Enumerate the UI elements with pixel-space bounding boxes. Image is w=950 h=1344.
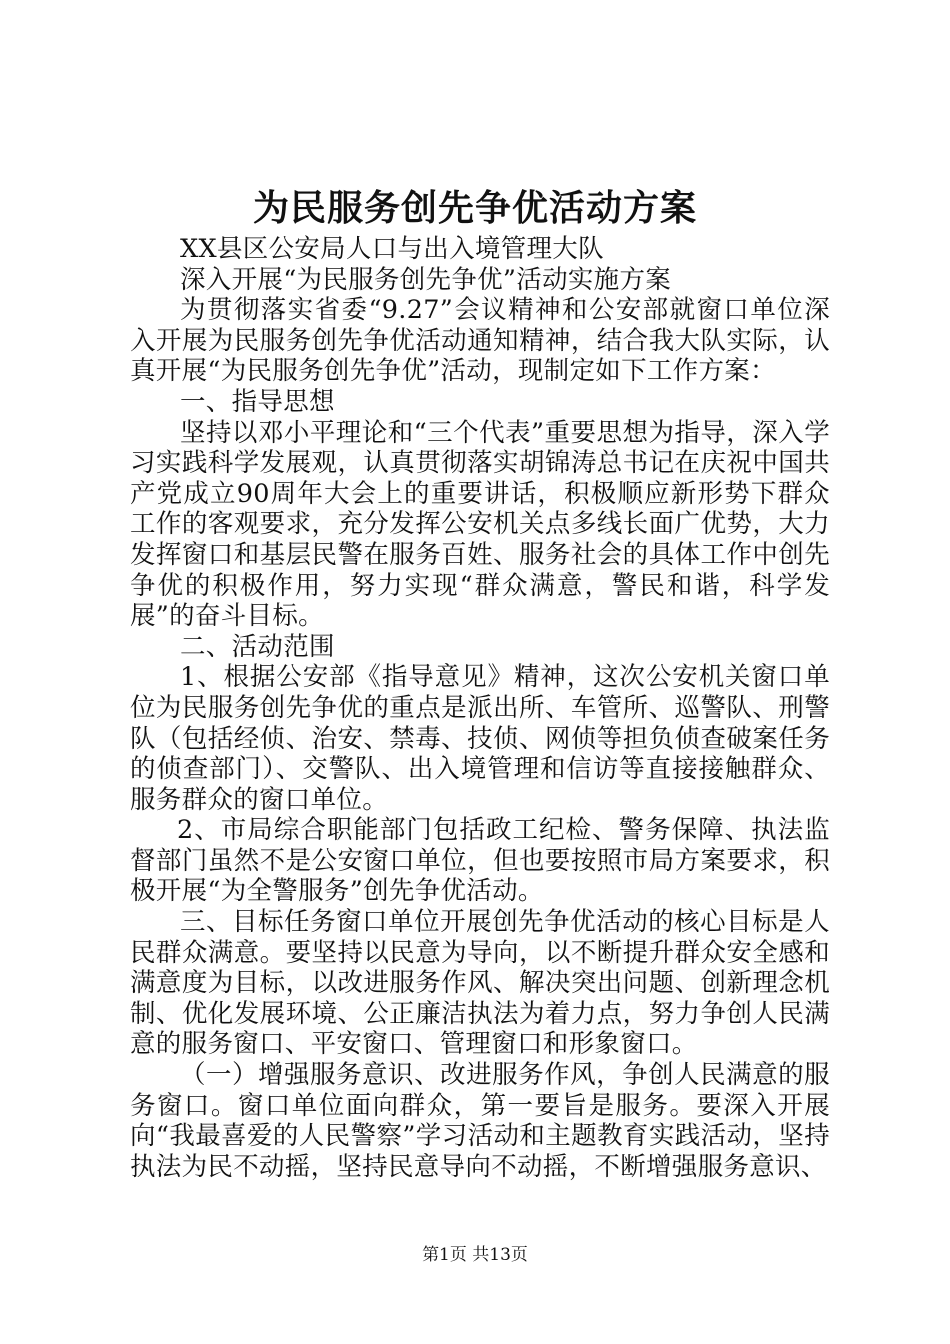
- paragraph-intro: 为贯彻落实省委“9.27”会议精神和公安部就窗口单位深入开展为民服务创先争优活动通知精神，结合我大队实际，认真开展“为民服务创先争优”活动，现制定如下工作方案：: [130, 295, 830, 387]
- document-body: [130, 234, 830, 1182]
- heading-guiding-thought: 一、指导思想: [180, 386, 335, 417]
- paragraph-objectives: 三、目标任务窗口单位开展创先争优活动的核心目标是人民群众满意。要坚持以民意为导向，以不断提升群众安全感和满意度为目标，以改进服务作风、解决突出问题、创新理念机制、优化发展环境、公正廉洁执法为着力点，努力争创人民满意的服务窗口、平安窗口、管理窗口和形象窗口。: [130, 907, 830, 1060]
- paragraph-service-awareness: （一）增强服务意识、改进服务作风，争创人民满意的服务窗口。窗口单位面向群众，第一要旨是服务。要深入开展向“我最喜爱的人民警察”学习活动和主题教育实践活动，坚持执法为民不动摇，坚持民意导向不动摇，不断增强服务意识、: [130, 1060, 830, 1182]
- page-footer: 第1页 共13页: [422, 1245, 528, 1265]
- paragraph-scope-2: 2、市局综合职能部门包括政工纪检、警务保障、执法监督部门虽然不是公安窗口单位，但也要按照市局方案要求，积极开展“为全警服务”创先争优活动。: [130, 815, 830, 907]
- document-title: 为民服务创先争优活动方案: [252, 187, 697, 229]
- paragraph-scope-1: 1、根据公安部《指导意见》精神，这次公安机关窗口单位为民服务创先争优的重点是派出所、车管所、巡警队、刑警队（包括经侦、治安、禁毒、技侦、网侦等担负侦查破案任务的侦查部门）、交警队、出入境管理和信访等直接接触群众、服务群众的窗口单位。: [130, 662, 830, 815]
- heading-activity-scope: 二、活动范围: [180, 631, 335, 662]
- paragraph-plan-title: 深入开展“为民服务创先争优”活动实施方案: [180, 264, 672, 295]
- paragraph-unit-name: XX县区公安局人口与出入境管理大队: [180, 234, 604, 264]
- paragraph-guiding-thought: 坚持以邓小平理论和“三个代表”重要思想为指导，深入学习实践科学发展观，认真贯彻落实胡锦涛总书记在庆祝中国共产党成立90周年大会上的重要讲话，积极顺应新形势下群众工作的客观要求，充分发挥公安机关点多线长面广优势，大力发挥窗口和基层民警在服务百姓、服务社会的具体工作中创先争优的积极作用，努力实现“群众满意，警民和谐，科学发展”的奋斗目标。: [130, 417, 830, 632]
